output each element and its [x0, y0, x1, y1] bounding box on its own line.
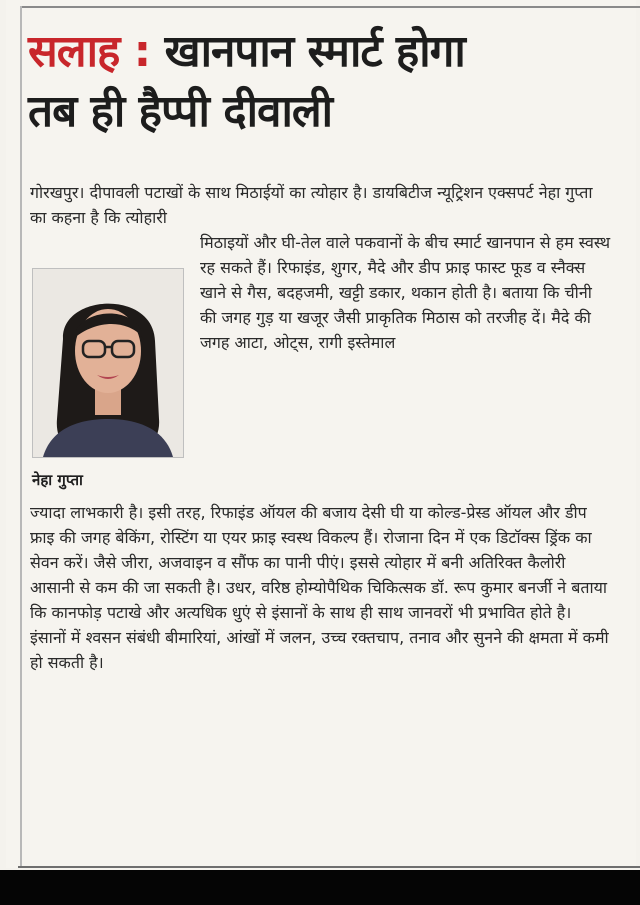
bottom-border-rule: [18, 866, 640, 868]
top-border-rule: [20, 6, 640, 8]
photo-caption: नेहा गुप्ता: [32, 471, 83, 489]
bottom-black-band: [0, 870, 640, 905]
left-border-rule: [20, 6, 22, 866]
article-intro: गोरखपुर। दीपावली पटाखों के साथ मिठाईयों का त्योहार है। डायबिटीज न्यूट्रिशन एक्सपर्ट नेहा गुप्ता का कहना है कि त्योहारी: [30, 183, 593, 227]
author-photo: [32, 268, 184, 458]
headline: [28, 22, 628, 142]
article-body: ज्यादा लाभकारी है। इसी तरह, रिफाइंड ऑयल की बजाय देसी घी या कोल्ड-प्रेस्ड ऑयल और डीप फ्राइ की जगह बेकिंग, रोस्टिंग या एयर फ्राइ स्वस्थ विकल्प हैं। रोजाना दिन में एक डिटॉक्स ड्रिंक का सेवन करें। जैसे जीरा, अजवाइन व सौंफ का पानी पीएं। इससे त्योहार में बनी अतिरिक्त कैलोरी आसानी से कम की जा सकती है। उधर, वरिष्ठ होम्योपैथिक चिकित्सक डॉ. रूप कुमार बनर्जी ने बताया कि कानफोड़ पटाखे और अत्यधिक धुएं से इंसानों के साथ ही साथ जानवरों भी प्रभावित होते है। इंसानों में श्वसन संबंधी बीमारियां, आंखों में जलन, उच्च रक्तचाप, तनाव और सुनने की क्षमता में कमी हो सकती है।: [30, 503, 609, 672]
woman-portrait-image: [33, 269, 183, 457]
headline-line2: तब ही हैप्पी दीवाली: [28, 86, 333, 137]
article-wrapped-text: मिठाइयों और घी-तेल वाले पकवानों के बीच स्मार्ट खानपान से हम स्वस्थ रह सकते हैं। रिफाइंड, शुगर, मैदे और डीप फ्राइ फास्ट फूड व स्नैक्स खाने से गैस, बदहजमी, खट्टी डकार, थकान होती है। बताया कि चीनी की जगह गुड़ या खजूर जैसी प्राकृतिक मिठास को तरजीह दें। मैदे की जगह आटा, ओट्स, रागी इस्तेमाल: [200, 233, 611, 352]
headline-line1: खानपान स्मार्ट होगा: [164, 26, 465, 77]
headline-red-prefix: सलाह :: [28, 26, 151, 77]
